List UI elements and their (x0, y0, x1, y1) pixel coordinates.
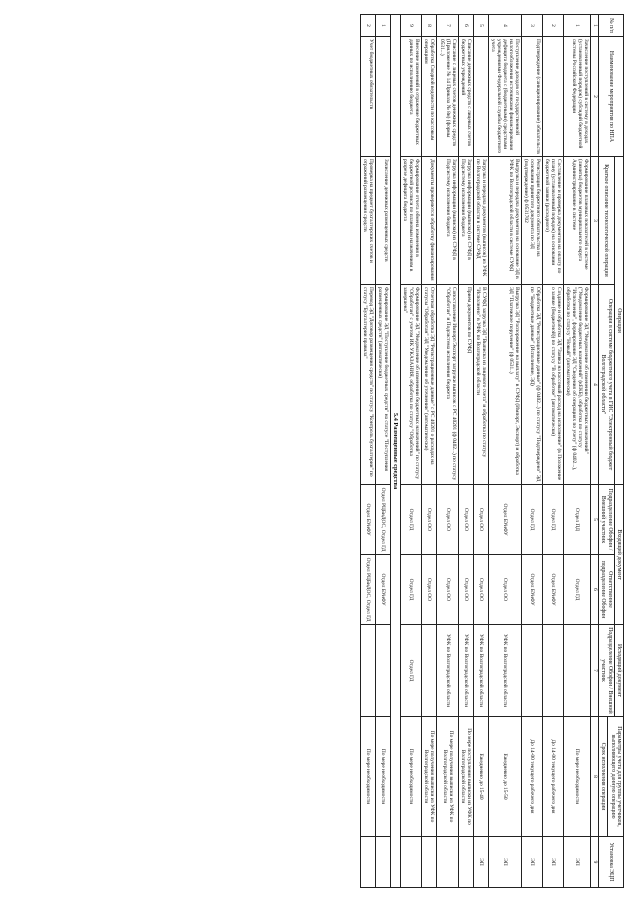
cell-ep (422, 837, 437, 888)
cell-op: Создание и обработка ЭД "Заявка на кассовый расход на исполнение" (в Положение о заявке (бюджетной)) по статусу "В обработке" (автоматически) (543, 285, 564, 485)
cell-ep: ЭП (473, 837, 488, 888)
cell-desc: Загрузка информации (выписки) из СУФД в Подсистему исполнения бюджета (437, 157, 458, 285)
header-output-doc: Исходящий документ (614, 625, 623, 717)
cell-op: Сопоставление Импорт/Экспорт загрузки выписок с РС 40201 (ф 0402...) по статусу "Обработан" и Подсистема исполнения бюджета (437, 285, 458, 485)
cell-deadline: По мере необходимости (360, 717, 375, 837)
cell-subdiv2: Отдел ГД (401, 625, 422, 717)
cell-ep: ЭП (488, 837, 521, 888)
rotated-table-sheet (20, 14, 624, 887)
col-num: 9 (591, 837, 598, 888)
cell-op: Прием документов по СУФД (458, 285, 473, 485)
cell-resp: Отдел РЦБиДОС, Отдел ГД (360, 555, 375, 625)
cell-desc: Зачисление денежных размещенных средств (375, 157, 390, 285)
table-row (401, 15, 422, 888)
cell-subdiv2 (543, 625, 564, 717)
col-num: 8 (591, 717, 598, 837)
cell-n: 5 (473, 15, 488, 37)
cell-op: Перевод ЭД "Договор размещения средств" по статусу "Контроль бухгалтерии" по статусу "Бухгалтерии правила" (360, 285, 375, 485)
table-row (437, 15, 458, 888)
cell-resp: Отдел БУиФУ (375, 555, 390, 625)
cell-n: 7 (437, 15, 458, 37)
col-num: 1 (591, 15, 598, 37)
cell-subdiv: Отдел ГД (522, 485, 543, 555)
cell-deadline: До 14-00 текущего рабочего дня (543, 717, 564, 837)
cell-n: 9 (401, 15, 422, 37)
cell-name (543, 37, 564, 157)
col-num: 4 (591, 285, 598, 485)
cell-n: 1 (375, 15, 390, 37)
cell-subdiv: Отдел ГД (543, 485, 564, 555)
column-number-row (591, 15, 598, 888)
col-num: 6 (591, 555, 598, 625)
cell-name: Учет бюджетных обязательств (360, 37, 375, 157)
cell-deadline: По мере необходимости (401, 717, 422, 837)
cell-subdiv: Отдел ОО (422, 485, 437, 555)
cell-resp: Отдел ОО (473, 555, 488, 625)
cell-deadline: По мере получения выписки из УФК по Волгоградской области (422, 717, 437, 837)
cell-n: 2 (360, 15, 375, 37)
cell-subdiv2 (522, 625, 543, 717)
table-row (422, 15, 437, 888)
header-subdivision-out: Подразделение Обофин / Внешний участник (598, 625, 614, 717)
cell-deadline: Ежедневно до 15-50 (488, 717, 521, 837)
cell-subdiv2 (422, 625, 437, 717)
cell-desc: Загрузка и передача документов (выписок) из УФК по Волгоградской области в системе СУФД (473, 157, 488, 285)
table-row (543, 15, 564, 888)
cell-ep: ЭП (522, 837, 543, 888)
table-row (458, 15, 473, 888)
table-row (488, 15, 521, 888)
cell-desc: Выгрузка и передача документов на основание ЭД в УФК по Волгоградской области в системе СУФД (488, 157, 521, 285)
cell-op: Формирование ЭД "Уведомление об изменении бюджетных назначений" по статусу "Обработан" с учетом ИК УКАЗАНИЯ, обработка по статусу "Обработка завершена" (401, 285, 422, 485)
cell-subdiv2: УФК по Волгоградской области (473, 625, 488, 717)
header-name: Наименование мероприятия по НПА (598, 37, 623, 157)
cell-op: Отчетная обработка ЭД "Регистрационные данные" с РС 40201 о расходах на статусы "Обработан" ЭД "Уведомление об уточнении" (автоматически) (422, 285, 437, 485)
cell-resp: Отдел ОО (488, 555, 521, 625)
cell-ep (401, 837, 422, 888)
table-row (375, 15, 390, 888)
cell-name: Обработка Сводной ведомости по кассовым операциям (422, 37, 437, 157)
cell-ep (360, 837, 375, 888)
table-row (473, 15, 488, 888)
cell-subdiv2 (564, 625, 591, 717)
cell-subdiv: Отдел ОО (437, 485, 458, 555)
cell-name: Зачисление поступлений в систему в доходах (установленный порядок) субсидий бюджетной системы Российской Федерации (564, 37, 591, 157)
cell-subdiv: Отдел ОО (473, 485, 488, 555)
cell-name: Списание денежных средств с лицевых счетов бюджетных учреждений (458, 37, 473, 157)
cell-subdiv: Отдел ОО (458, 485, 473, 555)
cell-deadline: По мере поступления выписки из УФК по Волгоградской области (458, 717, 473, 837)
cell-resp: Отдел ОО (422, 555, 437, 625)
cell-desc: Загрузка информации (выписки) из СУФД в Подсистему исполнения бюджета (458, 157, 473, 285)
cell-deadline: По мере необходимости (564, 717, 591, 837)
cell-n: 8 (422, 15, 437, 37)
cell-op: Обработка ЭД "Регистрационные данные" (ф 0402...) по статусу "Подтверждено" ЭД по "Бюджетные данные" (Исполнение, ЭД) (522, 285, 543, 485)
cell-ep (437, 837, 458, 888)
cell-ep: ЭП (543, 837, 564, 888)
cell-desc: Формирование отчета обмена изменения в бюджетной росписи по плановым назначениям в разрезе дефицита бюджета (401, 157, 422, 285)
cell-op: Формирование ЭД "Поступление бюджетных средств" на статусе "Поступления размещенных средств" (автоматически) (375, 285, 390, 485)
operations-table (360, 14, 624, 888)
cell-deadline: Ежедневно до 15-40 (473, 717, 488, 837)
cell-subdiv2: УФК по Волгоградской области (488, 625, 521, 717)
cell-subdiv: Отдел ГД (401, 485, 422, 555)
cell-n: 6 (458, 15, 473, 37)
cell-n: 1 (564, 15, 591, 37)
cell-subdiv: Отдел РЦБиДОС, Отдел ГД (375, 485, 390, 555)
header-params: Параметры учета для группы учетчиков, выполняющего данную операцию (608, 717, 624, 837)
section-title: 5.4 Размещенные средства (391, 15, 401, 888)
col-num: 7 (591, 625, 598, 717)
cell-name: Поступление доходов от государственной налогообложения источниками финансирования дефицита бюджета с (бюджетными) средствами учреждениями Федеральной службы бюджетного учета (488, 37, 521, 157)
cell-deadline: По мере получения выписки из УФК по Волгоградской области (437, 717, 458, 837)
cell-ep (375, 837, 390, 888)
cell-resp: Отдел БУиФУ (522, 555, 543, 625)
col-num: 2 (591, 37, 598, 157)
cell-subdiv2 (360, 625, 375, 717)
col-num: 3 (591, 157, 598, 285)
cell-n: 3 (522, 15, 543, 37)
cell-desc: Регистрация бюджетного обязательства на основании принятого документа по ЭД (подтверждение) ф 0531702 (522, 157, 543, 285)
cell-desc: Документы проверяются обработку финансирования (422, 157, 437, 285)
cell-resp: Отдел БУиФУ (543, 555, 564, 625)
header-subdivision: Подразделение Обофин / Внешний участник (598, 485, 614, 555)
cell-desc: Составление и проверка документов на оплату по плану (установленный порядок) на основании бюджетной заявки (расходного) (543, 157, 564, 285)
cell-op: Формирование ЭД "Уведомление об изменении бюджетных назначений" ("Уведомление бюджетных назначений" (кЕКБ), обработка по статусу "Исполнение", формирование ЭД "Сведения об операциях по учету" (ф 0402...), обработка по статусу "Новый" (автоматически) (564, 285, 591, 485)
cell-name: Подтверждение (санкционирование) обязательств (522, 37, 543, 157)
cell-resp: Отдел ГД (564, 555, 591, 625)
header-deadline: Срок исполнения операции (598, 717, 607, 837)
cell-resp: Отдел ГД (401, 555, 422, 625)
cell-desc: Формирование плановых показателей в системе (лимиты) бюджетов муниципального округа Администрирование в системе (564, 157, 591, 285)
col-num: 5 (591, 485, 598, 555)
cell-resp: Отдел ОО (458, 555, 473, 625)
cell-op: В СУФД загрузка ЭД "Выписка из лицевого счета" и обработка по статусу "Исполнено" в УФК по Волгоградской области (473, 285, 488, 485)
cell-desc: Проверка на предмет бухгалтерских счетов и отражений размещения средств (360, 157, 375, 285)
header-description: Краткое описание технологической операции (598, 157, 614, 285)
cell-ep (458, 837, 473, 888)
cell-n: 4 (488, 15, 521, 37)
cell-subdiv: Отдел БУиФУ (360, 485, 375, 555)
table-body-main (401, 15, 591, 888)
table-row (360, 15, 375, 888)
header-system-op: Операции в системе бюджетного учета в ГИС "Электронный бюджет Волгоградской области" (598, 285, 614, 485)
header-operations: Операции (614, 157, 623, 485)
cell-subdiv2: УФК по Волгоградской области (437, 625, 458, 717)
cell-subdiv: Отдел ПД (564, 485, 591, 555)
cell-name (375, 37, 390, 157)
cell-n: 2 (543, 15, 564, 37)
cell-name (473, 37, 488, 157)
header-input-doc: Входящий документ (614, 485, 623, 625)
table-row (522, 15, 543, 888)
cell-subdiv2 (375, 625, 390, 717)
cell-subdiv: Отдел БУиФУ (488, 485, 521, 555)
cell-deadline: До 14-00 текущего рабочего дня (522, 717, 543, 837)
table-body-placed-funds (360, 15, 390, 888)
cell-ep: ЭП (564, 837, 591, 888)
table-row (564, 15, 591, 888)
cell-op: Выгрузка ЭД "Распоряжение на выплату" в СУФД (Импорт, Экспорт) и обработка ЭД "Платежное поручение" (ф 0531..) (488, 285, 521, 485)
cell-name: Внесение изменений в отражение бюджетных данных по исполнению бюджета (401, 37, 422, 157)
cell-subdiv2: УФК по Волгоградской области (458, 625, 473, 717)
header-number: № п/п (598, 15, 623, 37)
cell-resp: Отдел ОО (437, 555, 458, 625)
cell-name: Списание с лицевых счетов денежных средств (Приложение № 14 Приказа № 8н) (формы 0531...) (437, 37, 458, 157)
table-section-divider (391, 15, 401, 888)
header-responsible: Ответственное подразделение Обофин (598, 555, 614, 625)
header-signature: Установка ЭЦП (598, 837, 623, 888)
cell-deadline: По мере необходимости (375, 717, 390, 837)
